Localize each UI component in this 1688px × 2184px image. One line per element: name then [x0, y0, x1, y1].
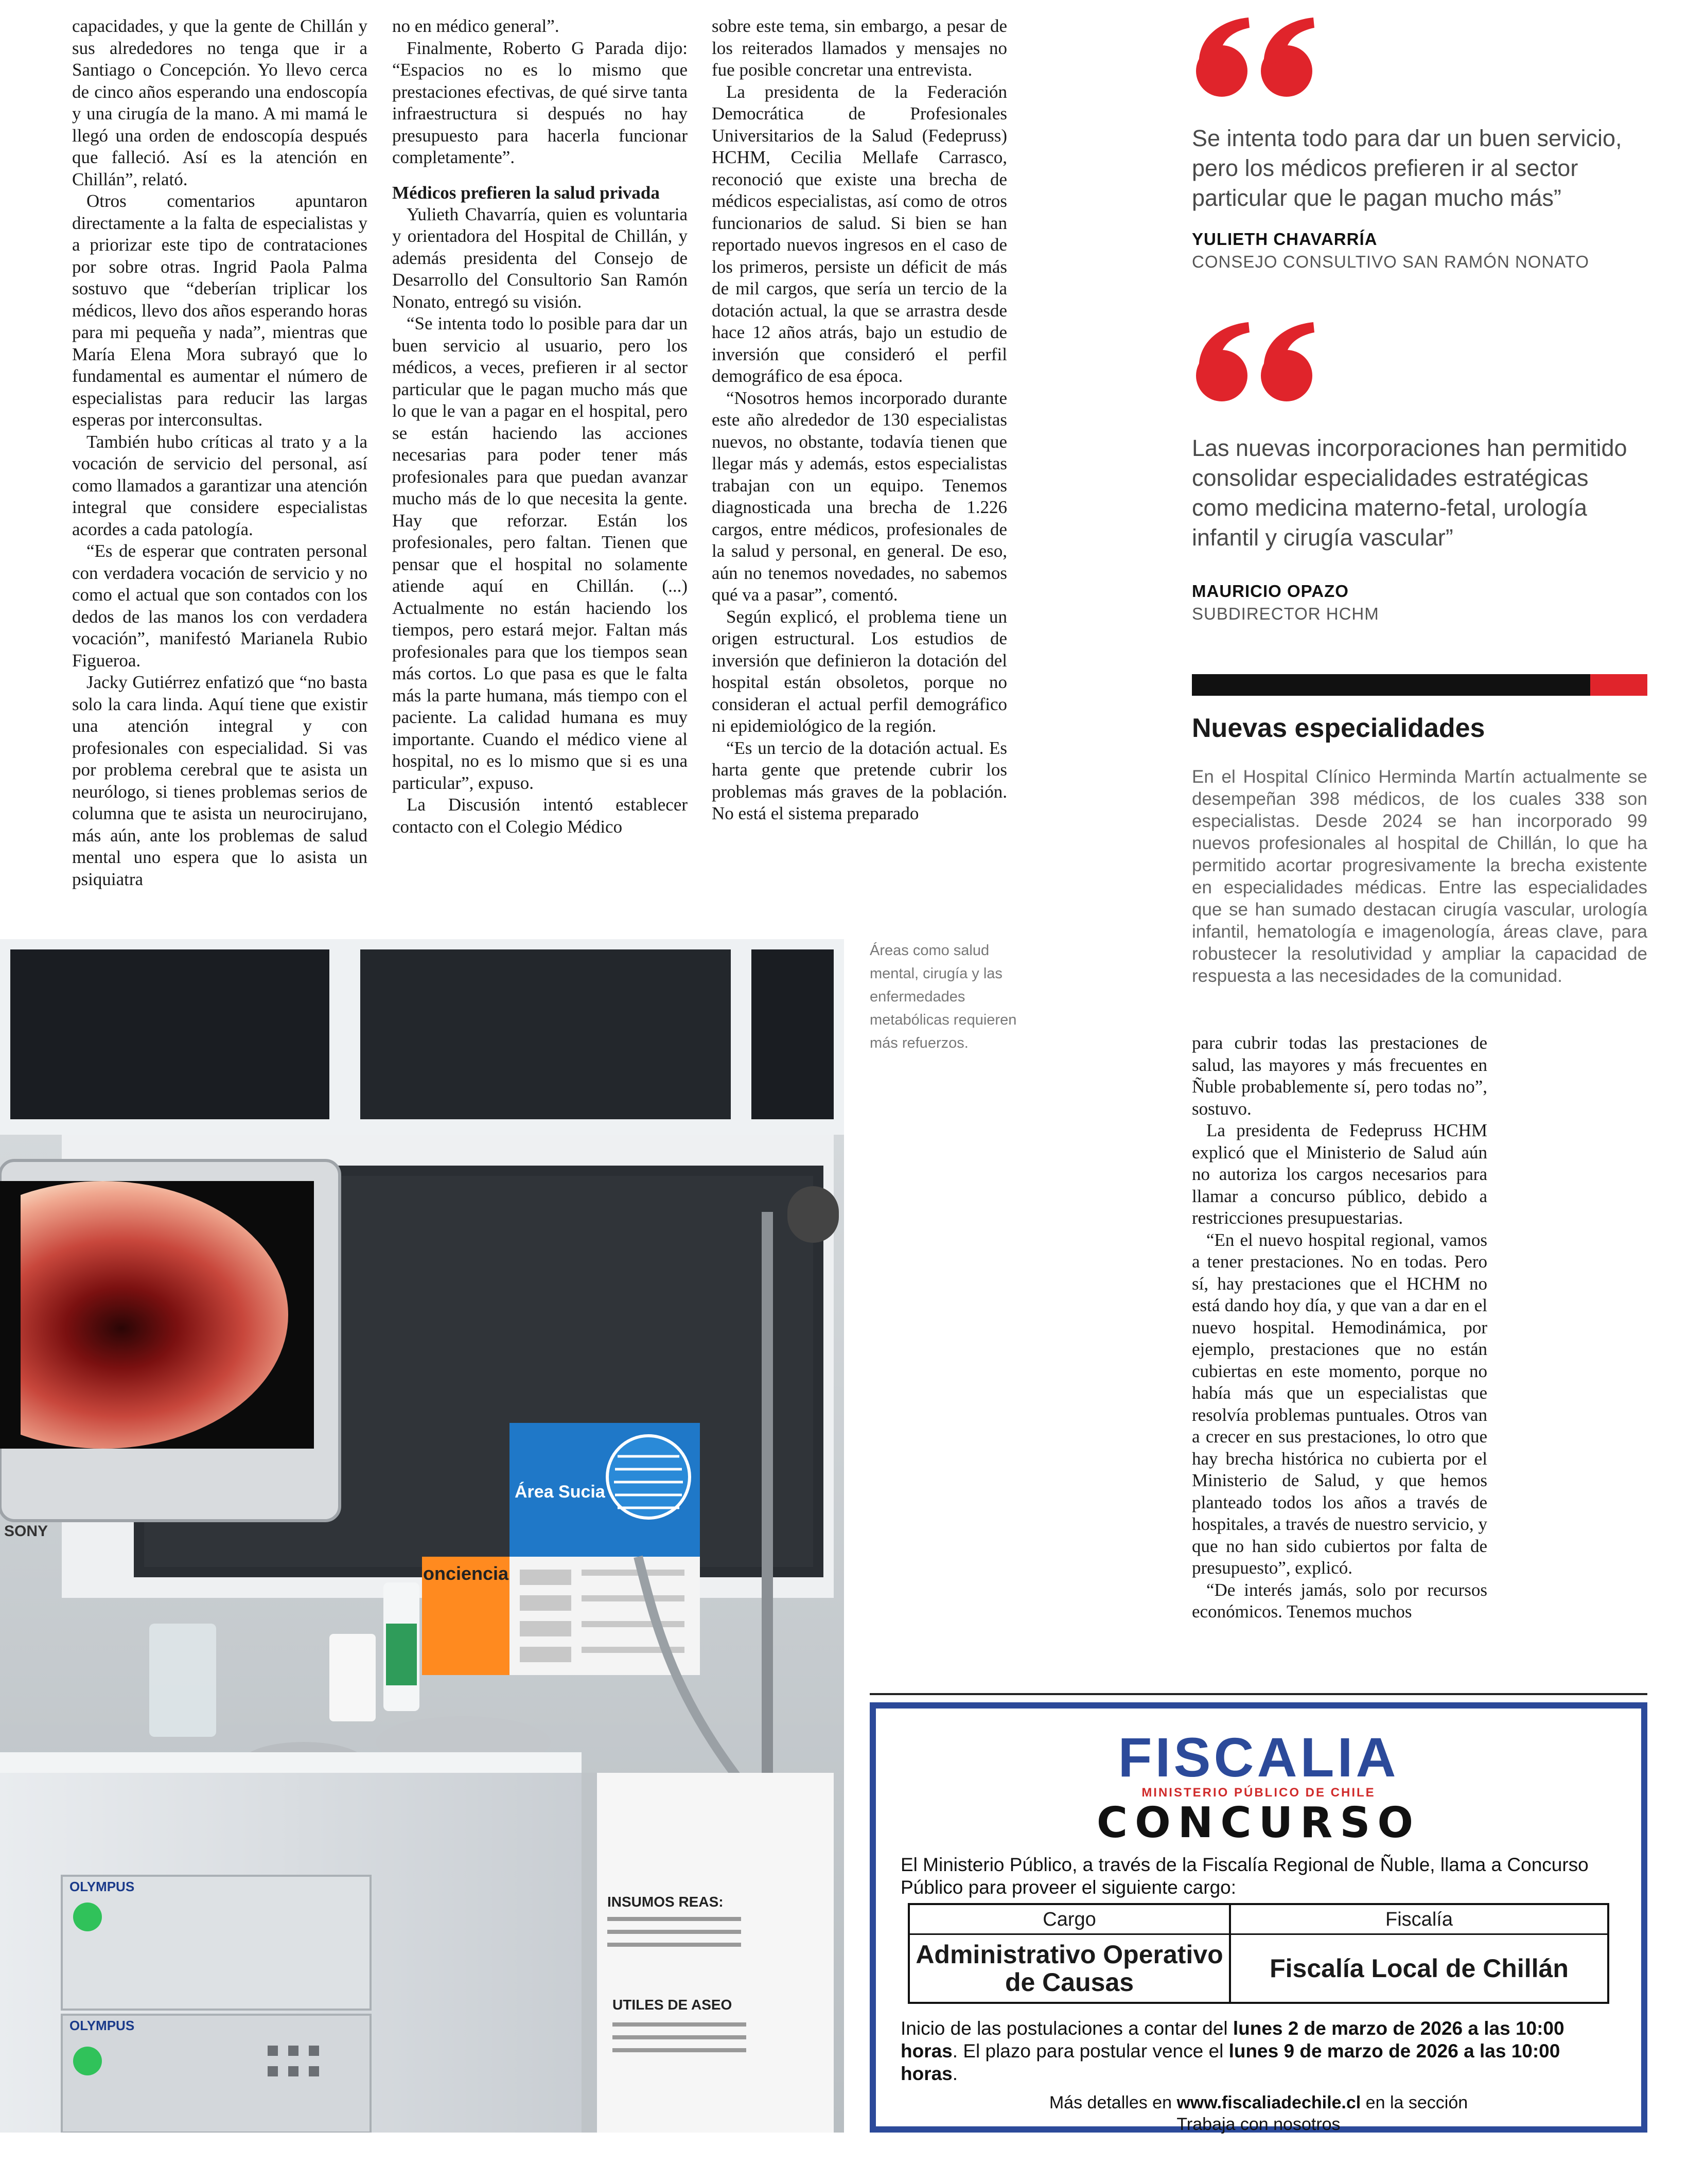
dates-text: . El plazo para postular vence el	[952, 2040, 1229, 2062]
dates-text: .	[952, 2063, 958, 2084]
fiscalia-ad	[870, 1702, 1647, 2133]
end-date: lunes 9 de marzo de 2026 a las 10:00 horas	[901, 2040, 1560, 2084]
equipment-brand: OLYMPUS	[69, 2018, 135, 2033]
sidebar-title: Nuevas especialidades	[1192, 713, 1485, 743]
more-text: Más detalles en	[1049, 2093, 1177, 2112]
paragraph: Yulieth Chavarría, quien es voluntaria y orientadora del Hospital de Chillán, y además presidenta del Consejo de Desarrollo del Consultorio San Ramón Nonato, entregó su visión.	[392, 204, 688, 312]
ad-headline: CONCURSO	[1096, 1799, 1421, 1847]
paragraph: “Nosotros hemos incorporado durante este año alrededor de 130 especialistas nuevos, no obstante, todavía tienen que llegar más y además, estos especialistas trabajan con un equipo. Tenemos diagnosticada una brecha de 1.226 cargos, entre médicos, profesionales de la salud y personal, en general. De eso, aún no tenemos novedades, no sabemos qué va a pasar”, comentó.	[712, 388, 1007, 605]
photo-illustration	[0, 939, 844, 2133]
more-text: en la sección	[1361, 2093, 1468, 2112]
ad-more-info	[876, 2092, 1641, 2135]
more-text: Trabaja con nosotros	[1176, 2115, 1341, 2134]
quote-author-role: SUBDIRECTOR HCHM	[1192, 604, 1379, 623]
paragraph: La presidenta de la Federación Democrática de Profesionales Universitarios de la Salud (Fedepruss) HCHM, Cecilia Mellafe Carrasco, reconoció que existe una brecha de médicos especialistas, así como de otros funcionarios de salud. Si bien se han reportado nuevos ingresos en el caso de los primeros, persiste un déficit de más de mil cargos, que sería un tercio de la dotación actual, la que se arrastra desde hace 12 años atrás, bajo un estudio de inversión que consideró el perfil demográfico de esa época.	[712, 81, 1007, 386]
quote-mark-icon	[1192, 14, 1326, 97]
ad-dates	[901, 2017, 1616, 2085]
fiscalia-logo-subtitle: MINISTERIO PÚBLICO DE CHILE	[1141, 1786, 1376, 1800]
paragraph: Según explicó, el problema tiene un origen estructural. Los estudios de inversión que definieron la dotación del hospital están obsoletos, porque no consideran el actual perfil demográfico ni epidemiológico de la región.	[712, 606, 1007, 736]
paragraph: “Es de esperar que contraten personal con verdadera vocación de servicio y no como el actual que son contados con los dedos de las manos los con verdadera vocación”, manifestó Marianela Rubio Figueroa.	[72, 541, 367, 671]
article-column-1	[72, 15, 367, 890]
sign-area-sucia: Área Sucia	[515, 1482, 605, 1502]
ad-separator	[870, 1693, 1647, 1695]
quote-author-name: YULIETH CHAVARRÍA	[1192, 230, 1378, 249]
table-cell-cargo: Administrativo Operativo de Causas	[916, 1940, 1223, 1997]
paragraph: capacidades, y que la gente de Chillán y sus alrededores no tenga que ir a Santiago o Concepción. Yo llevo cerca de cinco años esperando una endoscopía y una cirugía de la mano. A mi mamá le llegó una orden de endoscopía después que falleció. Así es la atención en Chillán”, relató.	[72, 16, 367, 189]
fiscalia-logo: FISCALIA	[1118, 1726, 1399, 1788]
paragraph: “En el nuevo hospital regional, vamos a tener prestaciones. No en todas. Pero sí, hay prestaciones que el HCHM no está dando hoy día, y que van a dar en el nuevo hospital. Hemodinámica, por ejemplo, prestaciones que no están cubiertas en este momento, porque no había más que un especialistas que resolvía problemas puntuales. Otros van a crecer en sus prestaciones, lo otro que hay brecha histórica no cubierta por el Ministerio de Salud, y que hemos planteado todos los años a través de hospitales, a través de nuestro servicio, y que no han sido cubiertos por falta de presupuesto”, explicó.	[1192, 1229, 1487, 1578]
paragraph: También hubo críticas al trato y a la vocación de servicio del personal, así como llamados a garantizar una atención integral que considere especialistas acordes a cada patología.	[72, 431, 367, 539]
table-cell-fiscalia: Fiscalía Local de Chillán	[1270, 1954, 1569, 1983]
section-divider	[1192, 674, 1647, 696]
paragraph: Otros comentarios apuntaron directamente a la falta de especialistas y a priorizar este tipo de contrataciones por sobre otras. Ingrid Paola Palma sostuvo que “deberían triplicar los médicos, llevo dos años esperando horas para mi pequeña y nada”, mientras que María Elena Mora subrayó que lo fundamental es aumentar el número de especialistas para reducir las largas esperas por interconsultas.	[72, 191, 367, 430]
position-table	[908, 1903, 1609, 2004]
quote-author-role: CONSEJO CONSULTIVO SAN RAMÓN NONATO	[1192, 252, 1590, 271]
paragraph: “Se intenta todo lo posible para dar un buen servicio al usuario, pero los médicos, a veces, prefieren ir al sector particular que le pagan mucho más que lo que le van a pagar en el hospital, pero se están haciendo las acciones necesarias para poder tener más profesionales para que puedan avanzar mucho más de lo que necesita la gente. Hay que reforzar. Están los profesionales, pero faltan. Tienen que pensar que el hospital no solamente atiende aquí en Chillán. (...) Actualmente no están haciendo los tiempos, pero estará mejor. Faltan más profesionales para que los tiempos sean más cortos. Lo que pasa es que le falta más la parte humana, más tiempo con el paciente. La calidad humana es muy importante. Cuando el médico viene al hospital, no es lo mismo que si es una particular”, expuso.	[392, 313, 688, 793]
paragraph: “Es un tercio de la dotación actual. Es harta gente que pretende cubrir los problemas más graves de la población. No está el sistema preparado	[712, 737, 1007, 823]
start-date: lunes 2 de marzo de 2026 a las 10:00 horas	[901, 2018, 1564, 2062]
article-column-2	[392, 15, 688, 838]
subheading: Médicos prefieren la salud privada	[392, 182, 660, 203]
quote-author-name: MAURICIO OPAZO	[1192, 582, 1349, 601]
cabinet-label: UTILES DE ASEO	[612, 1997, 732, 2013]
website-link[interactable]: www.fiscaliadechile.cl	[1176, 2093, 1361, 2112]
dates-text: Inicio de las postulaciones a contar del	[901, 2018, 1233, 2039]
table-header-fiscalia: Fiscalía	[1231, 1905, 1607, 1935]
sidebar-text: En el Hospital Clínico Herminda Martín actualmente se desempeñan 398 médicos, de los cuales 338 son especialistas. Desde 2024 se han incorporado 99 nuevos profesionales al hospital de Chillán, lo que ha permitido acortar progresivamente la brecha existente en especialidades médicas. Entre las especialidades que se han sumado destacan cirugía vascular, urología infantil, hematología e imagenología, áreas clave, para robustecer la resolutividad y ampliar la capacidad de respuesta a las necesidades de la comunidad.	[1192, 767, 1647, 986]
paragraph: no en médico general”.	[392, 16, 559, 36]
paragraph: para cubrir todas las prestaciones de salud, las mayores y más frecuentes en Ñuble probablemente sí, pero todas no”, sostuvo.	[1192, 1033, 1487, 1119]
table-header-cargo: Cargo	[910, 1905, 1229, 1935]
article-column-4	[1192, 1032, 1487, 1623]
paragraph: La presidenta de Fedepruss HCHM explicó que el Ministerio de Salud aún no autoriza los cargos necesarios para llamar a concurso público, debido a restricciones presupuestarias.	[1192, 1120, 1487, 1228]
paragraph: Finalmente, Roberto G Parada dijo: “Espacios no es lo mismo que prestaciones efectivas, de qué sirve tanta infraestructura si después no hay presupuesto para hacerla funcionar completamente”.	[392, 38, 688, 167]
article-column-3	[712, 15, 1007, 825]
paragraph: sobre este tema, sin embargo, a pesar de los reiterados llamados y mensajes no fue posible concretar una entrevista.	[712, 16, 1007, 80]
monitor-brand: SONY	[4, 1523, 48, 1540]
paragraph: “De interés jamás, solo por recursos económicos. Tenemos muchos	[1192, 1579, 1487, 1622]
pull-quote-text: Las nuevas incorporaciones han permitido consolidar especialidades estratégicas como medicina materno-fetal, urología infantil y cirugía vascular”	[1192, 435, 1627, 551]
paragraph: La Discusión intentó establecer contacto con el Colegio Médico	[392, 795, 688, 837]
pull-quote-text: Se intenta todo para dar un buen servicio, pero los médicos prefieren ir al sector particular que le pagan mucho más”	[1192, 125, 1622, 211]
table-divider	[1229, 1905, 1231, 2002]
paragraph: Jacky Gutiérrez enfatizó que “no basta solo la cara linda. Aquí tiene que existir una atención integral y con profesionales con especialidad. Si vas por problema cerebral que te asista un neurólogo, si tienes problemas serios de columna que te asista un neurocirujano, más aún, ante los problemas de salud mental uno espera que lo asista un psiquiatra	[72, 672, 367, 889]
ad-intro: El Ministerio Público, a través de la Fiscalía Regional de Ñuble, llama a Concurso Público para proveer el siguiente cargo:	[901, 1854, 1589, 1898]
endoscopy-room-photo	[0, 939, 844, 2133]
section-divider-accent	[1590, 674, 1647, 696]
poster-title: onciencia	[423, 1563, 509, 1584]
cabinet-label: INSUMOS REAS:	[607, 1894, 724, 1910]
quote-mark-icon	[1192, 319, 1326, 401]
photo-caption: Áreas como salud mental, cirugía y las enfermedades metabólicas requieren más refuerzos.	[870, 942, 1017, 1051]
equipment-brand: OLYMPUS	[69, 1879, 135, 1894]
